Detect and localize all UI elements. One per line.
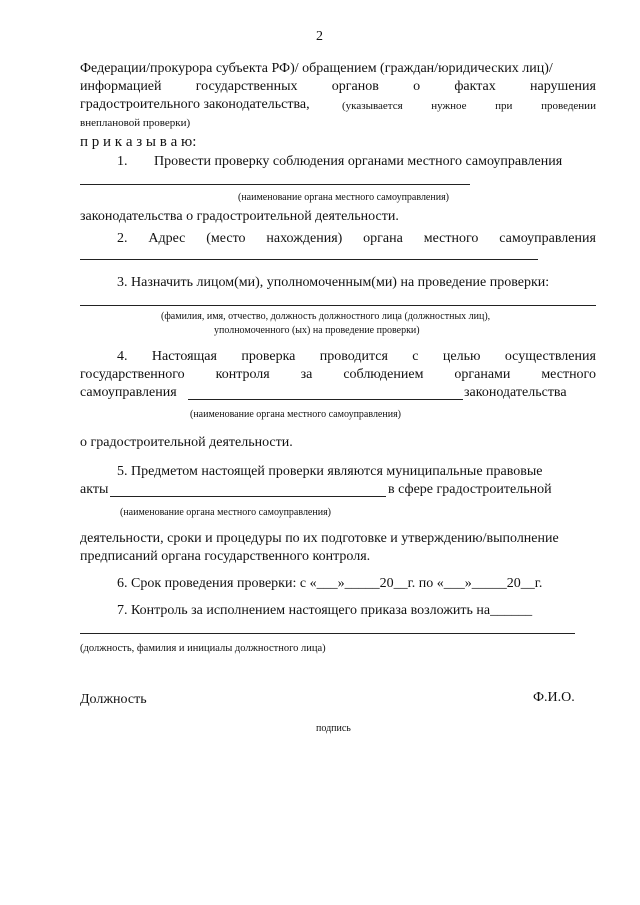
item3-blank-line bbox=[80, 305, 596, 306]
word: с bbox=[412, 349, 419, 364]
word: 2. bbox=[117, 231, 128, 246]
word: осуществления bbox=[504, 349, 596, 364]
item5-line-3: деятельности, сроки и процедуры по их подготовке и утверждению/выполнение bbox=[80, 531, 559, 546]
item4-line-3-end: законодательства bbox=[464, 385, 567, 400]
intro-line-2 bbox=[80, 78, 596, 96]
item4-line-2 bbox=[80, 366, 596, 384]
item5-acts-label: акты bbox=[80, 482, 109, 497]
item2-line bbox=[117, 230, 596, 248]
item3-caption-2: уполномоченного (ых) на проведение проверки) bbox=[214, 325, 420, 336]
word: проводится bbox=[319, 349, 388, 364]
item4-caption: (наименование органа местного самоуправления) bbox=[190, 409, 402, 420]
item4-line-3-start: самоуправления bbox=[80, 385, 177, 400]
item1-continuation: законодательства о градостроительной деятельности. bbox=[80, 209, 399, 224]
item1-blank-line bbox=[80, 184, 470, 185]
word: фактах bbox=[454, 79, 496, 94]
item5-acts-tail: в сфере градостроительной bbox=[388, 482, 552, 497]
word: нарушения bbox=[530, 79, 596, 94]
word: проведении bbox=[541, 100, 596, 112]
item3-text: 3. Назначить лицом(ми), уполномоченным(ми) на проведение проверки: bbox=[117, 275, 550, 290]
item5-caption: (наименование органа местного самоуправления) bbox=[120, 507, 332, 518]
word: информацией bbox=[80, 79, 162, 94]
name-label: Ф.И.О. bbox=[533, 690, 575, 705]
intro-line-4-note: внеплановой проверки) bbox=[80, 117, 191, 129]
item1-text: Провести проверку соблюдения органами местного самоуправления bbox=[154, 154, 563, 169]
word: нужное bbox=[431, 100, 467, 112]
item1-caption: (наименование органа местного самоуправления) bbox=[238, 192, 450, 203]
word: соблюдением bbox=[343, 367, 424, 382]
word: органами bbox=[454, 367, 511, 382]
intro-line-1: Федерации/прокурора субъекта РФ)/ обращением (граждан/юридических лиц)/ bbox=[80, 61, 553, 76]
word: (место bbox=[206, 231, 246, 246]
word: местного bbox=[541, 367, 596, 382]
word: органа bbox=[363, 231, 403, 246]
word: самоуправления bbox=[499, 231, 596, 246]
word: о bbox=[413, 79, 421, 94]
word: нахождения) bbox=[266, 231, 343, 246]
word: (указывается bbox=[342, 100, 403, 112]
word: контроля bbox=[215, 367, 270, 382]
item4-blank-line bbox=[188, 399, 463, 400]
word: целью bbox=[442, 349, 481, 364]
word: государственных bbox=[195, 79, 298, 94]
item5-blank-line bbox=[110, 496, 386, 497]
word: проверка bbox=[241, 349, 296, 364]
position-label: Должность bbox=[80, 692, 147, 707]
page-number: 2 bbox=[316, 29, 323, 44]
word: 4. bbox=[117, 349, 128, 364]
item2-blank-line bbox=[80, 259, 538, 260]
word: государственного bbox=[80, 367, 185, 382]
word: за bbox=[300, 367, 313, 382]
item5-line-4: предписаний органа государственного контроля. bbox=[80, 549, 371, 564]
intro-line-3-note bbox=[342, 98, 596, 114]
item5-line-1: 5. Предметом настоящей проверки являются муниципальные правовые bbox=[117, 464, 543, 479]
word: Адрес bbox=[148, 231, 186, 246]
order-word: п р и к а з ы в а ю: bbox=[80, 134, 197, 150]
word: органов bbox=[331, 79, 379, 94]
item4-continuation: о градостроительной деятельности. bbox=[80, 435, 293, 450]
item7-text: 7. Контроль за исполнением настоящего приказа возложить на______ bbox=[117, 603, 533, 618]
intro-line-3-main: градостроительного законодательства, bbox=[80, 97, 310, 112]
item3-caption-1: (фамилия, имя, отчество, должность должностного лица (должностных лиц), bbox=[161, 311, 491, 322]
item6-text: 6. Срок проведения проверки: с «___»_____20__г. по «___»_____20__г. bbox=[117, 576, 543, 591]
item1-number: 1. bbox=[117, 154, 128, 169]
sign-label: подпись bbox=[316, 723, 351, 734]
word: при bbox=[495, 100, 513, 112]
item4-line-1 bbox=[117, 348, 596, 366]
word: Настоящая bbox=[151, 349, 217, 364]
word: местного bbox=[423, 231, 479, 246]
item7-blank-line bbox=[80, 633, 575, 634]
item7-caption: (должность, фамилия и инициалы должностного лица) bbox=[80, 643, 326, 654]
